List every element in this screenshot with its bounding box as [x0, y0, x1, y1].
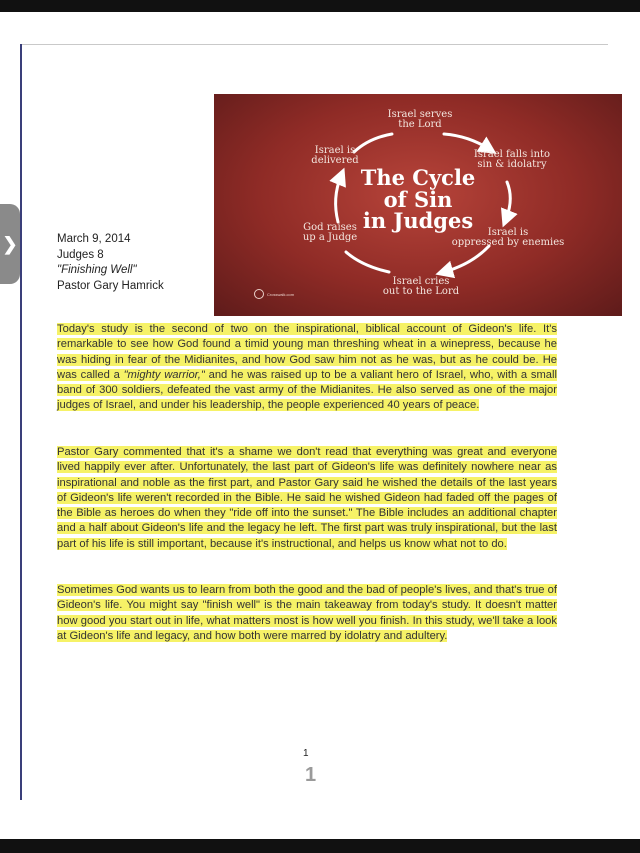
- paragraph-1: [57, 322, 557, 414]
- paragraph-2-text: Pastor Gary commented that it's a shame we don't read that everything was great and everyone lived happily ever after. Unfortunately, the last part of Gideon's life was definitely nowhere near as inspirational and noble as the first part, and Pastor Gary said he wished the details of the last years of Gideon's life weren't recorded in the Bible. He said he wished Gideon had faded off the pages of the Bible as heroes do when they "ride off into the sunset." The Bible includes an additional chapter and a half about Gideon's life and the legacy he left. The first part was truly inspirational, but the last part of his life is still important, because it's instructional, and helps us know what not to do.: [57, 446, 557, 550]
- label-line: Israel cries: [392, 276, 450, 287]
- cycle-of-sin-banner: [214, 94, 622, 316]
- paragraph-1-quote: "mighty warrior,": [123, 368, 205, 381]
- paragraph-2: [57, 445, 557, 552]
- label-line: up a Judge: [302, 232, 358, 243]
- sermon-pastor: Pastor Gary Hamrick: [57, 279, 164, 292]
- sermon-passage: Judges 8: [57, 248, 104, 261]
- page-left-edge: [20, 44, 22, 800]
- paragraph-3-text: Sometimes God wants us to learn from both the good and the bad of people's lives, and that's true of Gideon's life. You might say "finish well" is the main takeaway from today's study. It doesn't matter how good you start out in life, what matters most is how well you finish. In this study, we'll take a look at Gideon's life and legacy, and how both were marred by idolatry and adultery.: [57, 584, 557, 642]
- label-israel-serves: [384, 110, 456, 130]
- logo-text: Crosswalk.com: [267, 291, 295, 297]
- label-israel-delivered: [306, 146, 364, 166]
- sidebar-toggle[interactable]: [0, 204, 20, 284]
- label-line: Israel falls into: [473, 149, 551, 160]
- sermon-meta: [57, 232, 164, 294]
- chevron-right-icon: ❯: [2, 233, 18, 254]
- label-israel-falls: [466, 150, 558, 170]
- banner-title-line-2: of Sin: [383, 187, 453, 212]
- banner-title-line-1: The Cycle: [360, 165, 476, 190]
- paragraph-3: [57, 583, 557, 644]
- label-line: the Lord: [398, 119, 442, 130]
- label-line: out to the Lord: [382, 286, 460, 297]
- label-line: God raises: [303, 222, 357, 233]
- label-israel-cries: [374, 277, 468, 297]
- label-line: sin & idolatry: [477, 159, 547, 170]
- page-top-edge: [22, 44, 608, 45]
- label-god-raises: [296, 223, 364, 243]
- paragraph-1-text-a: Today's study is the second of two on the inspirational, biblical account of Gideon's life. It's remarkable to see how God found a timid young man threshing wheat in a winepress, because he was hiding in fear of the Midianites, and how God saw him not as he was, but as he could be. He was called a: [57, 323, 557, 381]
- sermon-date: March 9, 2014: [57, 233, 131, 245]
- sermon-series: "Finishing Well": [57, 264, 137, 276]
- page-number: 1: [305, 764, 317, 786]
- logo-icon: [254, 289, 264, 299]
- paragraph-1-text-c: and he was raised up to be a valiant hero of Israel, who, with a small band of 300 soldiers, defeated the vast army of the Midianites. He also served as one of the major judges of Israel, and under his leadership, the people experienced 40 years of peace.: [57, 368, 557, 412]
- top-bar: [0, 0, 640, 12]
- label-line: oppressed by enemies: [451, 237, 565, 248]
- footnote-marker: 1: [303, 748, 309, 759]
- bottom-bar: [0, 839, 640, 853]
- banner-title-line-3: in Judges: [362, 208, 474, 233]
- banner-logo: [254, 289, 294, 299]
- label-line: Israel is: [314, 145, 356, 156]
- label-line: Israel serves: [387, 109, 453, 120]
- label-line: Israel is: [487, 227, 529, 238]
- label-line: delivered: [311, 155, 359, 166]
- label-israel-oppressed: [446, 228, 570, 248]
